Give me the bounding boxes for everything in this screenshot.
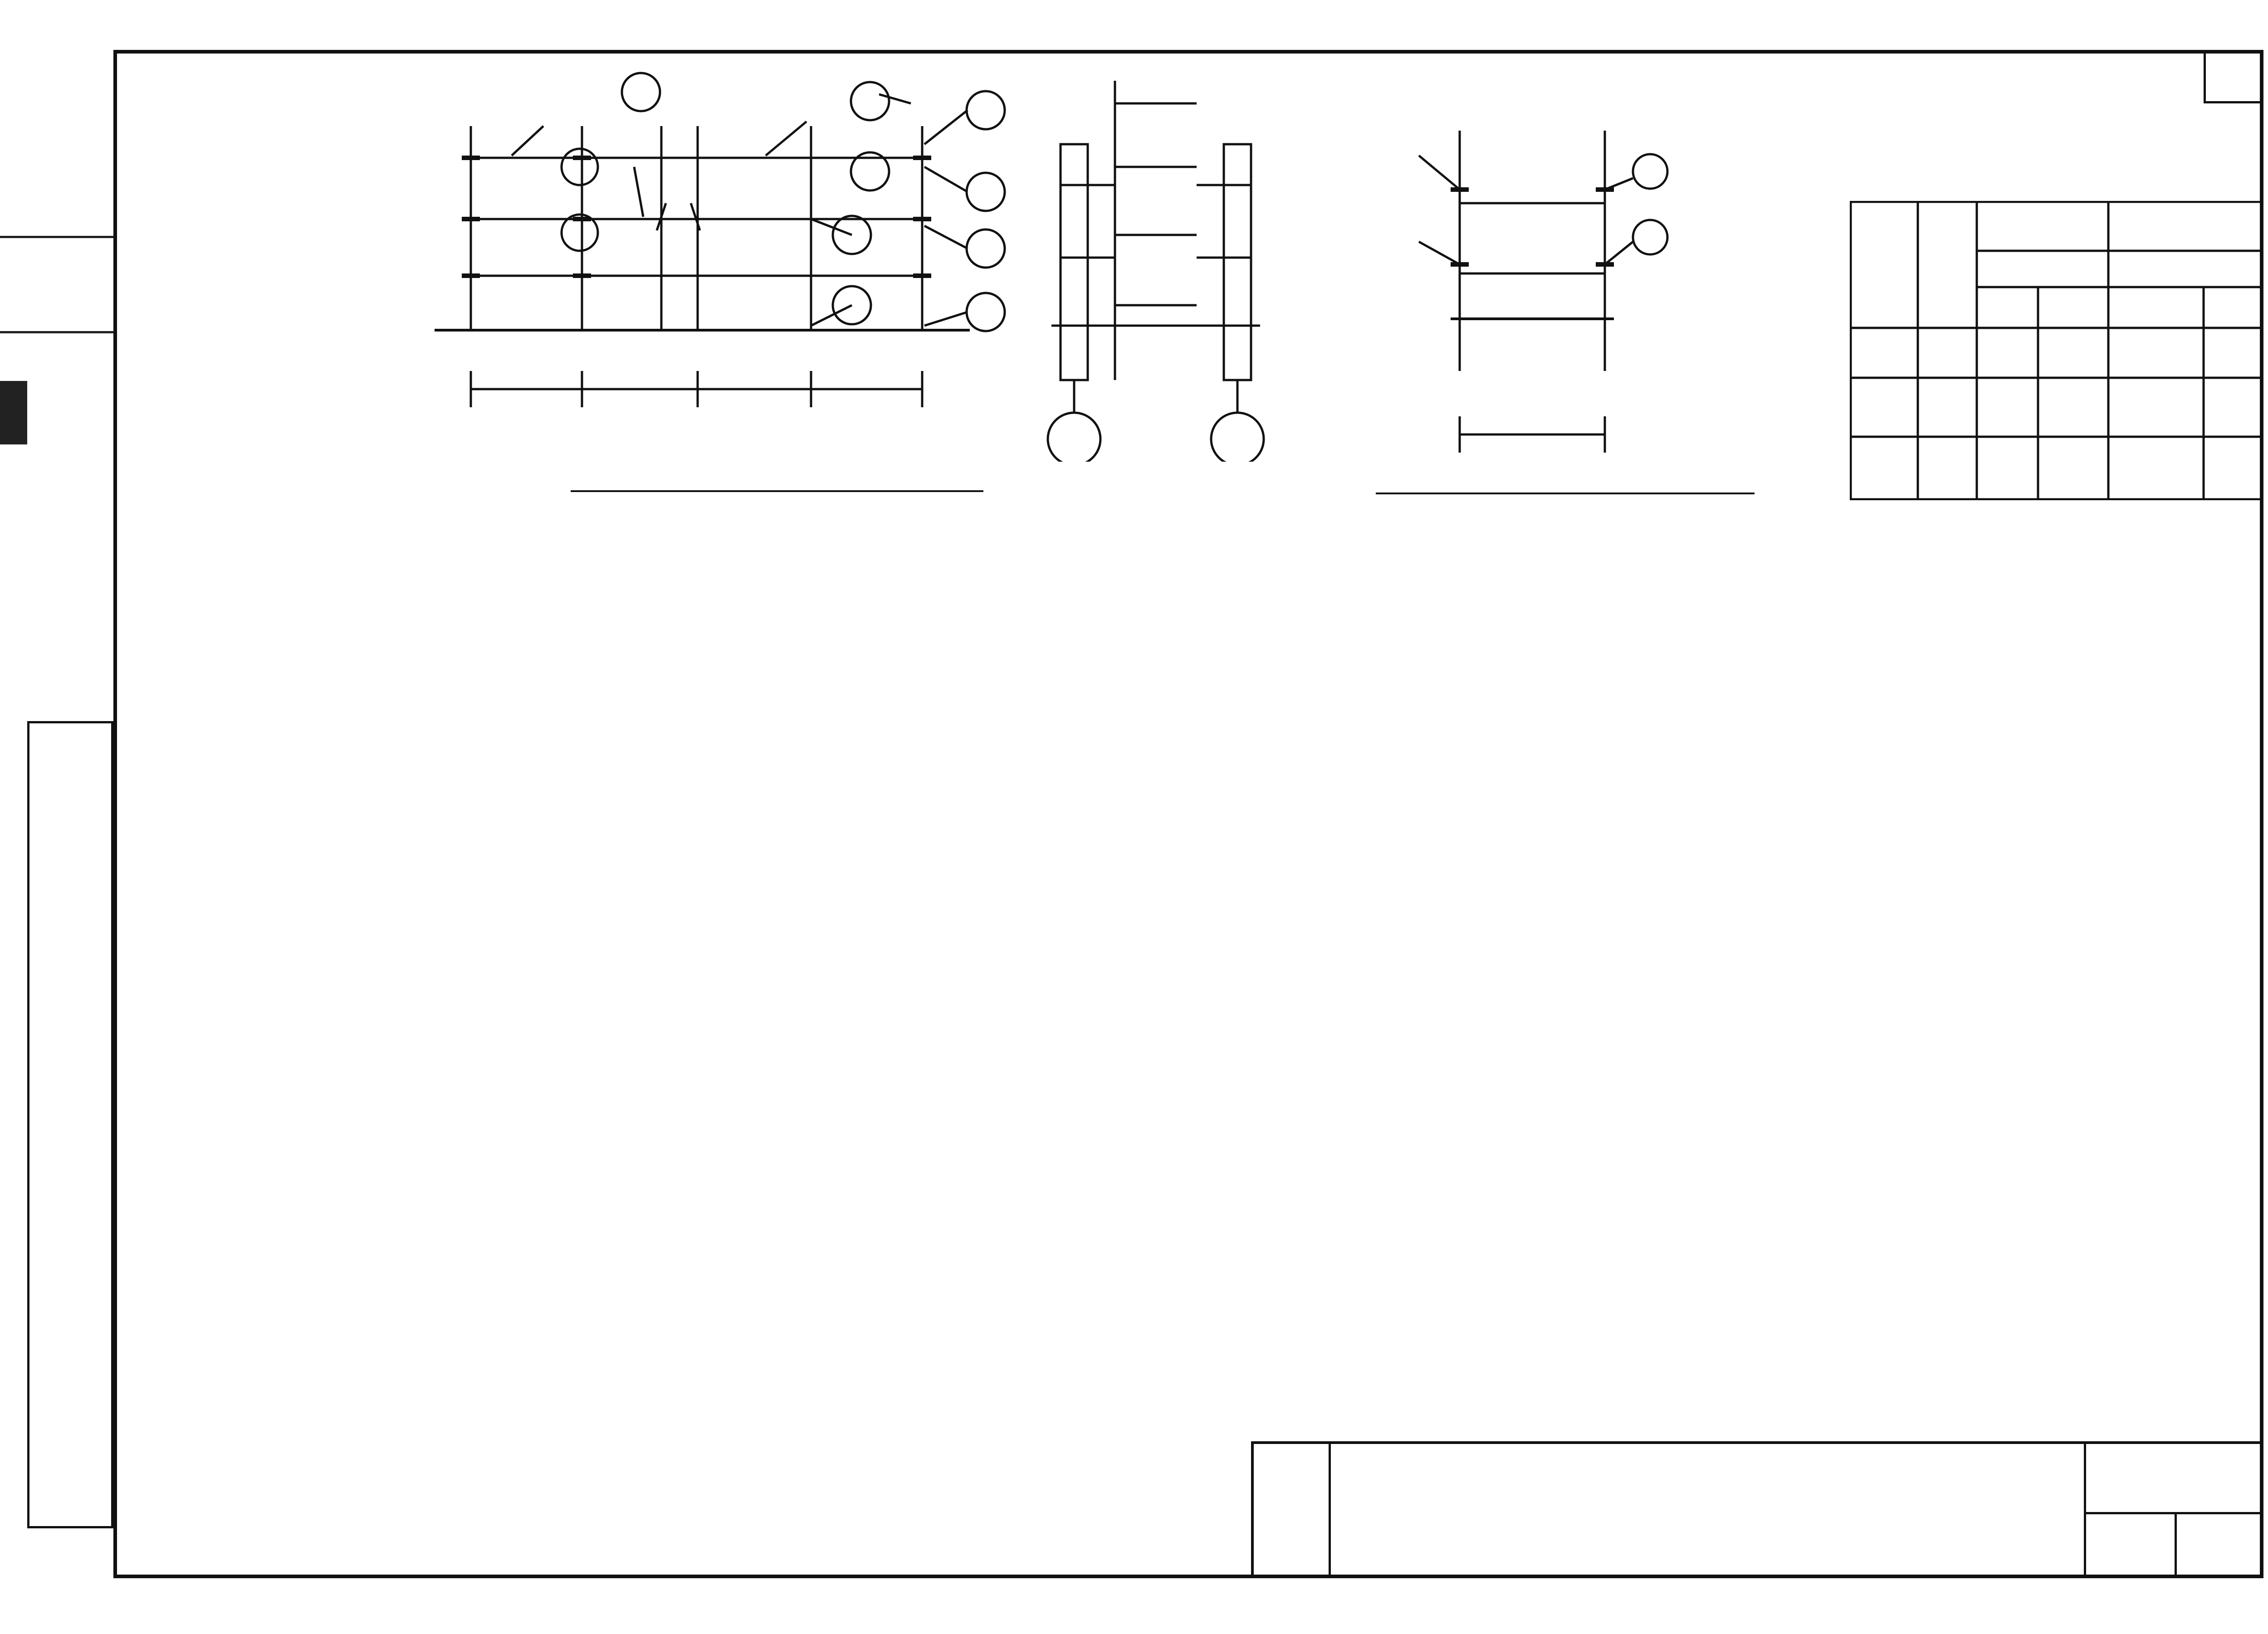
margin-line [0,331,113,333]
margin-line [0,236,113,238]
count-value [1978,438,2037,498]
wind-region-header [1978,252,2261,286]
count-value [2109,329,2203,377]
series-box [2084,1444,2263,1578]
count-value [2204,329,2261,377]
count-value [2039,438,2107,498]
approval-stamp [27,721,113,1528]
issue-number [2086,1476,2263,1503]
sheet-number [2206,54,2263,101]
title-line-1 [1354,1453,1989,1489]
selection-table [1850,201,2263,500]
tk-logo [1254,1449,1329,1535]
load-value [1852,438,1916,498]
drawing-sheet [113,50,2263,1578]
count-value [2109,438,2203,498]
title-line-3 [1331,1530,2011,1571]
count-value [1978,379,2037,436]
load-header [1852,203,1916,326]
count-value [2204,379,2261,436]
count-value [2109,379,2203,436]
count-value [2039,379,2107,436]
sub-header [2109,288,2203,327]
load-value [1852,379,1916,436]
sub-header [2039,288,2107,327]
sheet-label [2086,1517,2175,1575]
sub-header [2204,288,2261,327]
two-blocks-header [2109,203,2261,250]
load-value [1852,329,1916,377]
tk-logo-box [1254,1444,1331,1578]
count-value [2204,438,2261,498]
sheet-number-41 [2177,1517,2263,1575]
longitudinal-frame-scheme [1251,54,1818,507]
count-value [1978,329,2037,377]
count-value [2039,329,2107,377]
one-block-header [1978,203,2107,250]
margin-bar [0,381,27,444]
year [1254,1539,1329,1571]
series-number [2086,1449,2263,1476]
marking-table [117,543,2263,1478]
transverse-frame-scheme [117,54,1115,507]
sub-header [1978,288,2037,327]
sheet-number-box [2204,54,2263,103]
title-block [1251,1441,2263,1578]
title-line-2 [1354,1494,1989,1526]
